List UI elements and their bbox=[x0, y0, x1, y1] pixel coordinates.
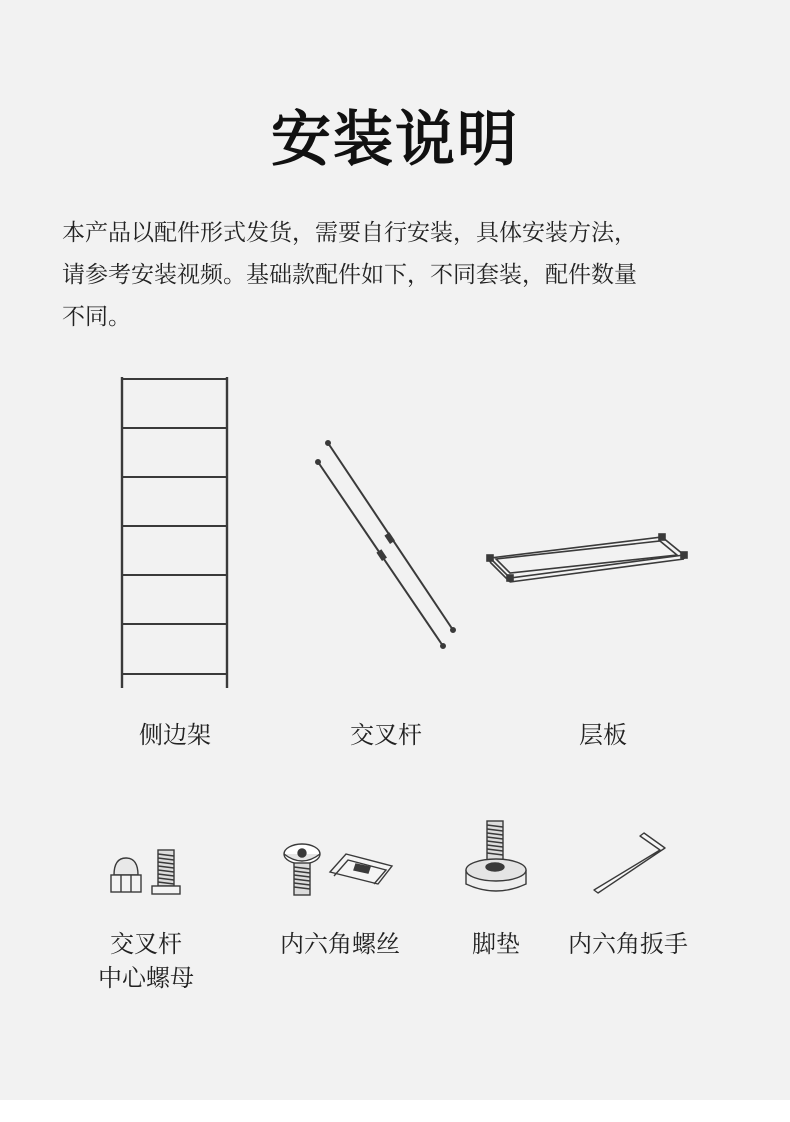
label-line: 内六角扳手 bbox=[568, 930, 688, 958]
label-line: 中心螺母 bbox=[98, 964, 194, 992]
side-frame-icon bbox=[118, 374, 232, 692]
allen-key-icon bbox=[590, 830, 668, 898]
cross-bar-icon bbox=[310, 438, 460, 656]
hex-screw-and-clip-icon bbox=[278, 840, 400, 898]
part-label-shelf-board: 层板 bbox=[579, 721, 627, 749]
part-label-side-frame: 侧边架 bbox=[139, 721, 211, 749]
shelf-board-icon bbox=[486, 528, 690, 586]
intro-line: 请参考安装视频。基础款配件如下，不同套装，配件数量 bbox=[62, 262, 637, 288]
cap-nut-and-bolt-icon bbox=[108, 842, 184, 896]
intro-line: 不同。 bbox=[62, 304, 131, 330]
page-title: 安装说明 bbox=[271, 105, 519, 175]
label-line: 脚垫 bbox=[472, 930, 520, 958]
label-line: 内六角螺丝 bbox=[280, 930, 400, 958]
leveling-foot-icon bbox=[462, 818, 530, 894]
intro-paragraph bbox=[62, 212, 732, 338]
part-label-allen-key bbox=[548, 927, 708, 961]
part-label-cross-bar: 交叉杆 bbox=[350, 721, 422, 749]
part-label-leveling-foot bbox=[436, 927, 556, 961]
part-label-cap-nut bbox=[86, 927, 206, 995]
label-line: 交叉杆 bbox=[110, 930, 182, 958]
intro-line: 本产品以配件形式发货，需要自行安装，具体安装方法， bbox=[62, 220, 637, 246]
part-label-hex-screw bbox=[260, 927, 420, 961]
